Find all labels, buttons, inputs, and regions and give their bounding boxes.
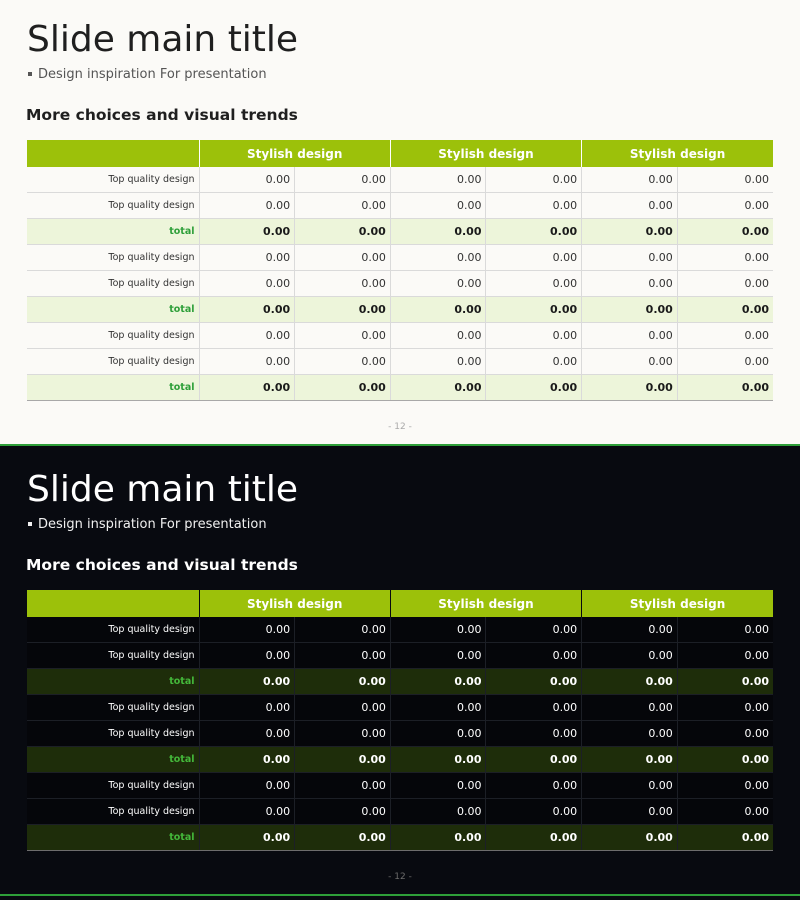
total-row [27,219,773,245]
value-cell: 0.00 [295,297,391,323]
total-row [27,375,773,401]
value-cell: 0.00 [582,617,678,643]
value-cell: 0.00 [677,271,773,297]
table-row [27,799,773,825]
table-header-row [27,140,773,167]
value-cell: 0.00 [390,323,486,349]
value-cell: 0.00 [582,721,678,747]
header-blank-cell [27,590,199,617]
value-cell: 0.00 [582,773,678,799]
value-cell: 0.00 [390,375,486,401]
value-cell: 0.00 [582,167,678,193]
value-cell: 0.00 [582,747,678,773]
subtitle-text: Design inspiration For presentation [38,517,267,532]
value-cell: 0.00 [582,799,678,825]
value-cell: 0.00 [199,375,295,401]
data-table [27,590,773,851]
value-cell: 0.00 [390,669,486,695]
value-cell: 0.00 [677,825,773,851]
page-number: - 12 - [388,872,412,882]
column-group-header: Stylish design [199,590,390,617]
value-cell: 0.00 [295,349,391,375]
bullet-icon [28,522,32,526]
column-group-header: Stylish design [390,140,581,167]
value-cell: 0.00 [295,219,391,245]
table-row [27,323,773,349]
section-heading: More choices and visual trends [26,106,298,124]
total-row [27,669,773,695]
value-cell: 0.00 [677,773,773,799]
subtitle-text: Design inspiration For presentation [38,67,267,82]
table-row [27,349,773,375]
value-cell: 0.00 [486,297,582,323]
value-cell: 0.00 [390,747,486,773]
value-cell: 0.00 [295,721,391,747]
value-cell: 0.00 [677,375,773,401]
table-row [27,617,773,643]
table-row [27,167,773,193]
value-cell: 0.00 [582,297,678,323]
value-cell: 0.00 [199,721,295,747]
value-cell: 0.00 [486,721,582,747]
value-cell: 0.00 [390,773,486,799]
column-group-header: Stylish design [582,140,773,167]
row-label: Top quality design [27,167,199,193]
row-label: Top quality design [27,617,199,643]
value-cell: 0.00 [486,271,582,297]
value-cell: 0.00 [486,375,582,401]
value-cell: 0.00 [295,747,391,773]
value-cell: 0.00 [582,245,678,271]
value-cell: 0.00 [199,695,295,721]
value-cell: 0.00 [486,193,582,219]
value-cell: 0.00 [199,193,295,219]
value-cell: 0.00 [677,747,773,773]
value-cell: 0.00 [390,799,486,825]
value-cell: 0.00 [390,825,486,851]
value-cell: 0.00 [486,245,582,271]
slide-subtitle [28,516,267,534]
value-cell: 0.00 [199,271,295,297]
column-group-header: Stylish design [199,140,390,167]
value-cell: 0.00 [295,799,391,825]
value-cell: 0.00 [199,323,295,349]
row-label: Top quality design [27,245,199,271]
value-cell: 0.00 [199,825,295,851]
value-cell: 0.00 [582,323,678,349]
value-cell: 0.00 [199,643,295,669]
total-row [27,747,773,773]
value-cell: 0.00 [582,643,678,669]
value-cell: 0.00 [582,375,678,401]
row-label: Top quality design [27,799,199,825]
row-label: Top quality design [27,193,199,219]
value-cell: 0.00 [582,349,678,375]
table-row [27,245,773,271]
row-label: Top quality design [27,349,199,375]
value-cell: 0.00 [390,167,486,193]
section-heading: More choices and visual trends [26,556,298,574]
table-row [27,271,773,297]
value-cell: 0.00 [390,349,486,375]
value-cell: 0.00 [199,219,295,245]
value-cell: 0.00 [486,167,582,193]
value-cell: 0.00 [582,825,678,851]
value-cell: 0.00 [486,617,582,643]
value-cell: 0.00 [582,193,678,219]
row-label: Top quality design [27,695,199,721]
value-cell: 0.00 [295,193,391,219]
value-cell: 0.00 [582,695,678,721]
value-cell: 0.00 [295,245,391,271]
value-cell: 0.00 [199,617,295,643]
value-cell: 0.00 [295,643,391,669]
slide-bottom-stripe [0,894,800,896]
value-cell: 0.00 [486,643,582,669]
value-cell: 0.00 [582,219,678,245]
total-row [27,297,773,323]
value-cell: 0.00 [390,297,486,323]
value-cell: 0.00 [390,617,486,643]
value-cell: 0.00 [199,799,295,825]
value-cell: 0.00 [390,643,486,669]
value-cell: 0.00 [199,167,295,193]
value-cell: 0.00 [582,669,678,695]
value-cell: 0.00 [486,695,582,721]
column-group-header: Stylish design [390,590,581,617]
total-label: total [27,219,199,245]
value-cell: 0.00 [677,245,773,271]
header-blank-cell [27,140,199,167]
value-cell: 0.00 [677,219,773,245]
slide-title: Slide main title [27,19,299,60]
page-number: - 12 - [388,422,412,432]
value-cell: 0.00 [677,617,773,643]
row-label: Top quality design [27,271,199,297]
total-label: total [27,297,199,323]
value-cell: 0.00 [295,617,391,643]
slide-title: Slide main title [27,469,299,510]
table-header-row [27,590,773,617]
total-row [27,825,773,851]
total-label: total [27,669,199,695]
value-cell: 0.00 [677,323,773,349]
value-cell: 0.00 [199,773,295,799]
value-cell: 0.00 [295,695,391,721]
value-cell: 0.00 [295,669,391,695]
value-cell: 0.00 [677,669,773,695]
value-cell: 0.00 [390,721,486,747]
value-cell: 0.00 [677,695,773,721]
table-row [27,773,773,799]
value-cell: 0.00 [677,799,773,825]
value-cell: 0.00 [295,825,391,851]
total-label: total [27,825,199,851]
value-cell: 0.00 [677,297,773,323]
table-row [27,643,773,669]
value-cell: 0.00 [295,375,391,401]
value-cell: 0.00 [677,721,773,747]
value-cell: 0.00 [486,825,582,851]
value-cell: 0.00 [199,747,295,773]
value-cell: 0.00 [199,245,295,271]
total-label: total [27,375,199,401]
value-cell: 0.00 [486,669,582,695]
table-row [27,721,773,747]
value-cell: 0.00 [486,773,582,799]
value-cell: 0.00 [677,643,773,669]
value-cell: 0.00 [486,747,582,773]
value-cell: 0.00 [390,271,486,297]
value-cell: 0.00 [486,219,582,245]
table-row [27,193,773,219]
value-cell: 0.00 [677,349,773,375]
slide-dark [0,450,800,900]
column-group-header: Stylish design [582,590,773,617]
row-label: Top quality design [27,721,199,747]
value-cell: 0.00 [582,271,678,297]
value-cell: 0.00 [677,193,773,219]
value-cell: 0.00 [677,167,773,193]
value-cell: 0.00 [199,297,295,323]
value-cell: 0.00 [295,271,391,297]
value-cell: 0.00 [390,245,486,271]
value-cell: 0.00 [295,323,391,349]
row-label: Top quality design [27,323,199,349]
value-cell: 0.00 [199,349,295,375]
total-label: total [27,747,199,773]
value-cell: 0.00 [390,193,486,219]
value-cell: 0.00 [295,167,391,193]
bullet-icon [28,72,32,76]
row-label: Top quality design [27,643,199,669]
value-cell: 0.00 [486,323,582,349]
value-cell: 0.00 [199,669,295,695]
value-cell: 0.00 [390,219,486,245]
value-cell: 0.00 [486,349,582,375]
value-cell: 0.00 [295,773,391,799]
table-row [27,695,773,721]
row-label: Top quality design [27,773,199,799]
data-table [27,140,773,401]
value-cell: 0.00 [390,695,486,721]
slide-subtitle [28,66,267,84]
value-cell: 0.00 [486,799,582,825]
